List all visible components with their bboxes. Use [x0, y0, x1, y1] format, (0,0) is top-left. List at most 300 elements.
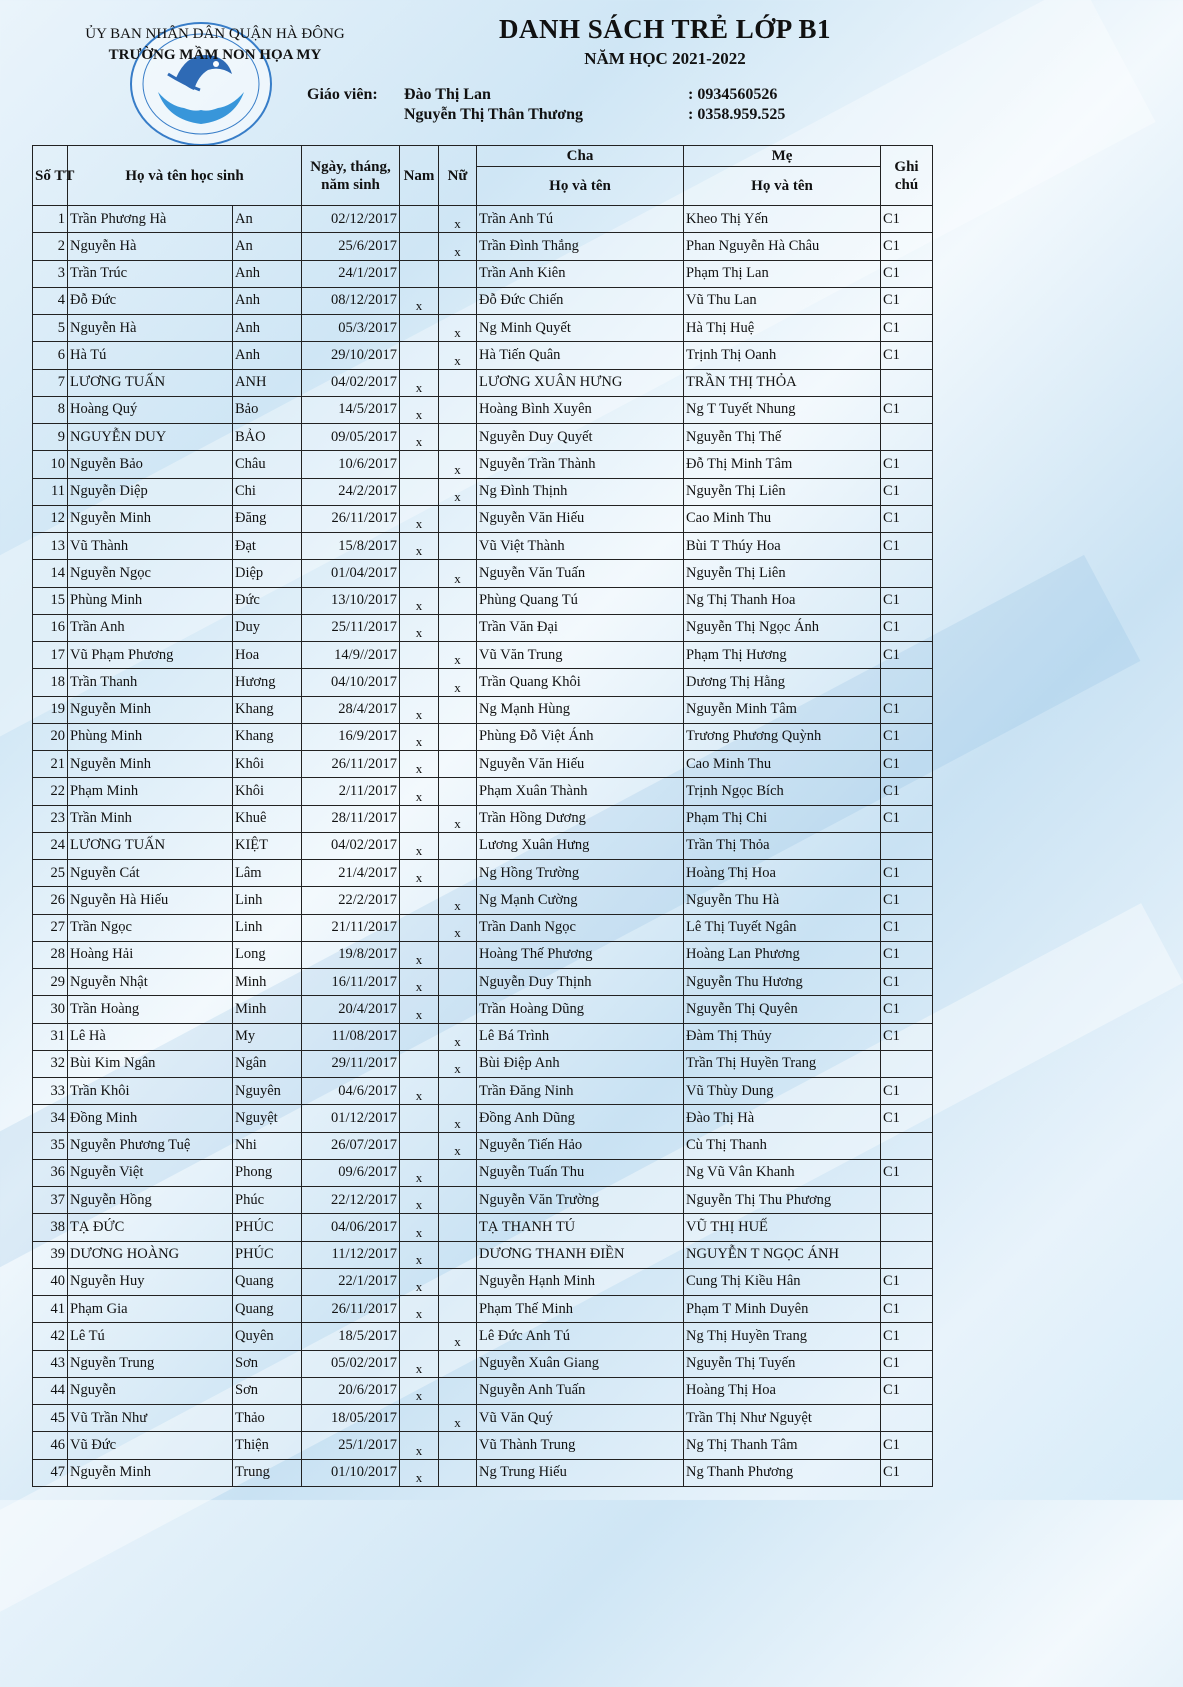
table-row: [33, 260, 933, 287]
student-given-name: An: [233, 206, 302, 233]
student-given-name: Thiện: [233, 1432, 302, 1459]
student-dob: 28/11/2017: [302, 805, 400, 832]
father-name: Trần Quang Khôi: [477, 669, 684, 696]
student-given-name: PHÚC: [233, 1241, 302, 1268]
student-number: 4: [33, 287, 68, 314]
note-cell: C1: [881, 1350, 933, 1377]
table-row: [33, 1187, 933, 1214]
mother-name: Trịnh Ngọc Bích: [684, 778, 881, 805]
student-number: 38: [33, 1214, 68, 1241]
table-row: [33, 315, 933, 342]
mother-name: Dương Thị Hằng: [684, 669, 881, 696]
male-mark: x: [400, 424, 439, 451]
mother-name: Nguyễn Thị Thế: [684, 424, 881, 451]
table-row: [33, 451, 933, 478]
female-mark: [439, 1377, 477, 1404]
note-cell: C1: [881, 1377, 933, 1404]
student-number: 41: [33, 1296, 68, 1323]
table-row: [33, 1323, 933, 1350]
note-cell: [881, 1405, 933, 1432]
student-number: 21: [33, 751, 68, 778]
note-cell: C1: [881, 315, 933, 342]
student-given-name: Long: [233, 941, 302, 968]
female-mark: [439, 424, 477, 451]
father-name: Ng Minh Quyết: [477, 315, 684, 342]
student-dob: 16/9/2017: [302, 723, 400, 750]
student-surname: Nguyễn Việt: [68, 1159, 233, 1186]
note-cell: C1: [881, 642, 933, 669]
father-name: Nguyễn Trần Thành: [477, 451, 684, 478]
student-surname: Nguyễn Hồng: [68, 1187, 233, 1214]
table-row: [33, 1405, 933, 1432]
female-mark: x: [439, 478, 477, 505]
student-dob: 25/6/2017: [302, 233, 400, 260]
student-number: 44: [33, 1377, 68, 1404]
father-name: Nguyễn Tiến Hảo: [477, 1132, 684, 1159]
student-number: 22: [33, 778, 68, 805]
student-number: 20: [33, 723, 68, 750]
student-dob: 22/12/2017: [302, 1187, 400, 1214]
female-mark: [439, 1078, 477, 1105]
teacher-phone: : 0358.959.525: [688, 106, 786, 123]
table-row: [33, 478, 933, 505]
student-surname: Lê Hà: [68, 1023, 233, 1050]
student-number: 1: [33, 206, 68, 233]
father-name: Phạm Thế Minh: [477, 1296, 684, 1323]
student-number: 23: [33, 805, 68, 832]
female-mark: [439, 1296, 477, 1323]
mother-name: Ng Thị Thanh Tâm: [684, 1432, 881, 1459]
student-surname: Nguyễn Huy: [68, 1268, 233, 1295]
mother-name: Bùi T Thúy Hoa: [684, 533, 881, 560]
col-header-father: Cha: [477, 146, 684, 167]
student-table: [32, 145, 933, 1487]
male-mark: x: [400, 614, 439, 641]
male-mark: [400, 560, 439, 587]
note-cell: C1: [881, 723, 933, 750]
father-name: Trần Đình Thắng: [477, 233, 684, 260]
mother-name: Vũ Thùy Dung: [684, 1078, 881, 1105]
male-mark: x: [400, 1187, 439, 1214]
male-mark: x: [400, 1459, 439, 1486]
table-row: [33, 233, 933, 260]
father-name: Phạm Xuân Thành: [477, 778, 684, 805]
student-number: 24: [33, 832, 68, 859]
father-name: Đồng Anh Dũng: [477, 1105, 684, 1132]
mother-name: Phạm Thị Lan: [684, 260, 881, 287]
note-cell: C1: [881, 287, 933, 314]
student-dob: 11/12/2017: [302, 1241, 400, 1268]
table-row: [33, 287, 933, 314]
mother-name: Ng Thị Thanh Hoa: [684, 587, 881, 614]
male-mark: x: [400, 996, 439, 1023]
mother-name: Cù Thị Thanh: [684, 1132, 881, 1159]
female-mark: [439, 1268, 477, 1295]
student-given-name: Khuê: [233, 805, 302, 832]
father-name: Bùi Điệp Anh: [477, 1050, 684, 1077]
student-surname: Phùng Minh: [68, 587, 233, 614]
col-header-mother-name: Họ và tên: [684, 167, 881, 206]
student-dob: 05/02/2017: [302, 1350, 400, 1377]
table-row: [33, 1214, 933, 1241]
student-dob: 19/8/2017: [302, 941, 400, 968]
father-name: Nguyễn Văn Hiếu: [477, 505, 684, 532]
student-given-name: Minh: [233, 969, 302, 996]
father-name: Lê Đức Anh Tú: [477, 1323, 684, 1350]
student-dob: 26/07/2017: [302, 1132, 400, 1159]
student-dob: 04/6/2017: [302, 1078, 400, 1105]
table-row: [33, 860, 933, 887]
student-given-name: Anh: [233, 260, 302, 287]
student-given-name: Hoa: [233, 642, 302, 669]
student-surname: Nguyễn Ngọc: [68, 560, 233, 587]
father-name: Nguyễn Văn Tuấn: [477, 560, 684, 587]
table-row: [33, 941, 933, 968]
student-given-name: Nguyên: [233, 1078, 302, 1105]
student-surname: Phạm Minh: [68, 778, 233, 805]
note-cell: [881, 560, 933, 587]
male-mark: [400, 206, 439, 233]
student-given-name: PHÚC: [233, 1214, 302, 1241]
male-mark: [400, 260, 439, 287]
student-number: 28: [33, 941, 68, 968]
female-mark: [439, 1187, 477, 1214]
female-mark: x: [439, 451, 477, 478]
female-mark: [439, 860, 477, 887]
col-header-father-name: Họ và tên: [477, 167, 684, 206]
student-given-name: Anh: [233, 315, 302, 342]
student-given-name: Ngân: [233, 1050, 302, 1077]
mother-name: Kheo Thị Yến: [684, 206, 881, 233]
student-dob: 11/08/2017: [302, 1023, 400, 1050]
male-mark: [400, 1405, 439, 1432]
student-dob: 21/11/2017: [302, 914, 400, 941]
father-name: Ng Đình Thịnh: [477, 478, 684, 505]
mother-name: Phan Nguyễn Hà Châu: [684, 233, 881, 260]
student-dob: 16/11/2017: [302, 969, 400, 996]
father-name: Vũ Văn Quý: [477, 1405, 684, 1432]
student-given-name: Phong: [233, 1159, 302, 1186]
teacher-label: Giáo viên:: [307, 86, 378, 103]
student-number: 33: [33, 1078, 68, 1105]
mother-name: Nguyễn Thị Ngọc Ánh: [684, 614, 881, 641]
male-mark: x: [400, 832, 439, 859]
table-row: [33, 1268, 933, 1295]
teacher-name: Nguyễn Thị Thân Thương: [404, 106, 583, 123]
student-surname: Đỗ Đức: [68, 287, 233, 314]
mother-name: Đỗ Thị Minh Tâm: [684, 451, 881, 478]
col-header-female: Nữ: [439, 146, 477, 206]
female-mark: x: [439, 1023, 477, 1050]
mother-name: Nguyễn Thị Quyên: [684, 996, 881, 1023]
male-mark: x: [400, 1214, 439, 1241]
father-name: Nguyễn Anh Tuấn: [477, 1377, 684, 1404]
note-cell: [881, 424, 933, 451]
student-number: 2: [33, 233, 68, 260]
col-header-student-name: Họ và tên học sinh: [68, 146, 302, 206]
mother-name: NGUYỄN T NGỌC ÁNH: [684, 1241, 881, 1268]
male-mark: [400, 805, 439, 832]
father-name: Ng Trung Hiếu: [477, 1459, 684, 1486]
student-surname: Nguyễn Hà Hiếu: [68, 887, 233, 914]
student-given-name: Khang: [233, 696, 302, 723]
table-row: [33, 369, 933, 396]
page-title: DANH SÁCH TRẺ LỚP B1: [498, 14, 832, 44]
mother-name: Phạm T Minh Duyên: [684, 1296, 881, 1323]
female-mark: [439, 1350, 477, 1377]
male-mark: [400, 642, 439, 669]
table-row: [33, 1132, 933, 1159]
father-name: Phùng Quang Tú: [477, 587, 684, 614]
male-mark: [400, 342, 439, 369]
table-row: [33, 424, 933, 451]
student-surname: Trần Khôi: [68, 1078, 233, 1105]
male-mark: x: [400, 396, 439, 423]
student-given-name: Khang: [233, 723, 302, 750]
male-mark: x: [400, 1159, 439, 1186]
female-mark: [439, 778, 477, 805]
student-given-name: Duy: [233, 614, 302, 641]
mother-name: Hoàng Lan Phương: [684, 941, 881, 968]
mother-name: Cao Minh Thu: [684, 751, 881, 778]
student-dob: 08/12/2017: [302, 287, 400, 314]
note-cell: [881, 1187, 933, 1214]
female-mark: [439, 1159, 477, 1186]
female-mark: [439, 533, 477, 560]
student-surname: Nguyễn Minh: [68, 505, 233, 532]
student-dob: 29/10/2017: [302, 342, 400, 369]
male-mark: x: [400, 751, 439, 778]
mother-name: VŨ THỊ HUẾ: [684, 1214, 881, 1241]
father-name: Hoàng Thế Phương: [477, 941, 684, 968]
male-mark: [400, 315, 439, 342]
mother-name: Đào Thị Hà: [684, 1105, 881, 1132]
student-surname: Nguyễn Minh: [68, 696, 233, 723]
student-number: 27: [33, 914, 68, 941]
student-number: 37: [33, 1187, 68, 1214]
father-name: TẠ THANH TÚ: [477, 1214, 684, 1241]
male-mark: [400, 887, 439, 914]
female-mark: x: [439, 206, 477, 233]
student-given-name: Đức: [233, 587, 302, 614]
student-number: 6: [33, 342, 68, 369]
mother-name: Phạm Thị Hương: [684, 642, 881, 669]
male-mark: [400, 1050, 439, 1077]
note-cell: C1: [881, 778, 933, 805]
table-row: [33, 832, 933, 859]
father-name: Nguyễn Văn Trường: [477, 1187, 684, 1214]
student-number: 30: [33, 996, 68, 1023]
col-header-note: Ghi chú: [881, 146, 933, 206]
female-mark: [439, 505, 477, 532]
female-mark: x: [439, 1405, 477, 1432]
father-name: Trần Hồng Dương: [477, 805, 684, 832]
student-dob: 21/4/2017: [302, 860, 400, 887]
student-number: 17: [33, 642, 68, 669]
student-dob: 20/6/2017: [302, 1377, 400, 1404]
student-number: 40: [33, 1268, 68, 1295]
female-mark: x: [439, 914, 477, 941]
student-given-name: Hương: [233, 669, 302, 696]
note-cell: C1: [881, 1078, 933, 1105]
student-dob: 26/11/2017: [302, 751, 400, 778]
student-surname: Nguyễn Diệp: [68, 478, 233, 505]
student-surname: Vũ Đức: [68, 1432, 233, 1459]
student-given-name: Trung: [233, 1459, 302, 1486]
father-name: Đỗ Đức Chiến: [477, 287, 684, 314]
student-number: 5: [33, 315, 68, 342]
father-name: Ng Hồng Trường: [477, 860, 684, 887]
note-cell: C1: [881, 996, 933, 1023]
student-surname: Hà Tú: [68, 342, 233, 369]
mother-name: Hà Thị Huệ: [684, 315, 881, 342]
note-cell: C1: [881, 533, 933, 560]
student-surname: Hoàng Hải: [68, 941, 233, 968]
note-cell: [881, 1132, 933, 1159]
father-name: Hoàng Bình Xuyên: [477, 396, 684, 423]
mother-name: Hoàng Thị Hoa: [684, 1377, 881, 1404]
father-name: Vũ Thành Trung: [477, 1432, 684, 1459]
student-given-name: Nguyệt: [233, 1105, 302, 1132]
table-row: [33, 805, 933, 832]
female-mark: [439, 723, 477, 750]
female-mark: x: [439, 1132, 477, 1159]
father-name: Trần Văn Đại: [477, 614, 684, 641]
student-number: 18: [33, 669, 68, 696]
student-surname: Bùi Kim Ngân: [68, 1050, 233, 1077]
mother-name: Ng T Tuyết Nhung: [684, 396, 881, 423]
note-cell: [881, 1050, 933, 1077]
father-name: Trần Anh Kiên: [477, 260, 684, 287]
student-dob: 14/5/2017: [302, 396, 400, 423]
student-dob: 04/06/2017: [302, 1214, 400, 1241]
student-given-name: Châu: [233, 451, 302, 478]
student-surname: Nguyễn Nhật: [68, 969, 233, 996]
student-surname: Nguyễn: [68, 1377, 233, 1404]
student-surname: DƯƠNG HOÀNG: [68, 1241, 233, 1268]
teacher-phone: : 0934560526: [688, 86, 778, 103]
student-dob: 20/4/2017: [302, 996, 400, 1023]
table-row: [33, 505, 933, 532]
student-number: 8: [33, 396, 68, 423]
student-dob: 24/2/2017: [302, 478, 400, 505]
student-given-name: Linh: [233, 914, 302, 941]
note-cell: C1: [881, 751, 933, 778]
student-surname: Trần Trúc: [68, 260, 233, 287]
table-row: [33, 1159, 933, 1186]
female-mark: [439, 369, 477, 396]
student-surname: LƯƠNG TUẤN: [68, 369, 233, 396]
student-dob: 25/1/2017: [302, 1432, 400, 1459]
table-row: [33, 1241, 933, 1268]
table-row: [33, 587, 933, 614]
female-mark: [439, 260, 477, 287]
student-dob: 25/11/2017: [302, 614, 400, 641]
male-mark: x: [400, 505, 439, 532]
student-given-name: Chi: [233, 478, 302, 505]
student-surname: Trần Anh: [68, 614, 233, 641]
note-cell: C1: [881, 1105, 933, 1132]
student-given-name: Quang: [233, 1268, 302, 1295]
student-dob: 24/1/2017: [302, 260, 400, 287]
student-surname: TẠ ĐỨC: [68, 1214, 233, 1241]
student-given-name: Phúc: [233, 1187, 302, 1214]
table-row: [33, 723, 933, 750]
father-name: Lương Xuân Hưng: [477, 832, 684, 859]
student-dob: 01/12/2017: [302, 1105, 400, 1132]
male-mark: x: [400, 1350, 439, 1377]
note-cell: C1: [881, 969, 933, 996]
student-given-name: Đạt: [233, 533, 302, 560]
note-cell: [881, 669, 933, 696]
female-mark: x: [439, 669, 477, 696]
table-row: [33, 1350, 933, 1377]
table-row: [33, 1023, 933, 1050]
student-number: 10: [33, 451, 68, 478]
student-surname: Vũ Phạm Phương: [68, 642, 233, 669]
student-surname: Nguyễn Trung: [68, 1350, 233, 1377]
note-cell: C1: [881, 1432, 933, 1459]
mother-name: Ng Vũ Vân Khanh: [684, 1159, 881, 1186]
table-row: [33, 1296, 933, 1323]
student-surname: Nguyễn Hà: [68, 315, 233, 342]
female-mark: x: [439, 1105, 477, 1132]
note-cell: C1: [881, 1459, 933, 1486]
note-cell: C1: [881, 342, 933, 369]
table-row: [33, 969, 933, 996]
note-cell: C1: [881, 587, 933, 614]
father-name: LƯƠNG XUÂN HƯNG: [477, 369, 684, 396]
student-given-name: KIỆT: [233, 832, 302, 859]
father-name: Trần Hoàng Dũng: [477, 996, 684, 1023]
table-row: [33, 642, 933, 669]
note-cell: C1: [881, 1159, 933, 1186]
female-mark: x: [439, 560, 477, 587]
note-cell: C1: [881, 1023, 933, 1050]
student-surname: Nguyễn Bảo: [68, 451, 233, 478]
father-name: Nguyễn Hạnh Minh: [477, 1268, 684, 1295]
student-number: 19: [33, 696, 68, 723]
student-dob: 26/11/2017: [302, 505, 400, 532]
student-number: 32: [33, 1050, 68, 1077]
student-surname: Nguyễn Minh: [68, 751, 233, 778]
mother-name: TRẦN THỊ THỎA: [684, 369, 881, 396]
student-number: 7: [33, 369, 68, 396]
student-number: 12: [33, 505, 68, 532]
student-number: 11: [33, 478, 68, 505]
female-mark: [439, 751, 477, 778]
father-name: Phùng Đỗ Việt Ánh: [477, 723, 684, 750]
male-mark: [400, 1023, 439, 1050]
student-dob: 18/05/2017: [302, 1405, 400, 1432]
female-mark: [439, 996, 477, 1023]
student-given-name: Khôi: [233, 751, 302, 778]
student-dob: 10/6/2017: [302, 451, 400, 478]
table-row: [33, 1459, 933, 1486]
table-row: [33, 1432, 933, 1459]
mother-name: Nguyễn Thu Hà: [684, 887, 881, 914]
school-header: [30, 24, 400, 66]
student-given-name: Quyên: [233, 1323, 302, 1350]
student-given-name: Thảo: [233, 1405, 302, 1432]
student-number: 16: [33, 614, 68, 641]
student-surname: NGUYỄN DUY: [68, 424, 233, 451]
note-cell: C1: [881, 1268, 933, 1295]
father-name: Nguyễn Duy Quyết: [477, 424, 684, 451]
table-row: [33, 533, 933, 560]
student-number: 14: [33, 560, 68, 587]
note-cell: [881, 1241, 933, 1268]
